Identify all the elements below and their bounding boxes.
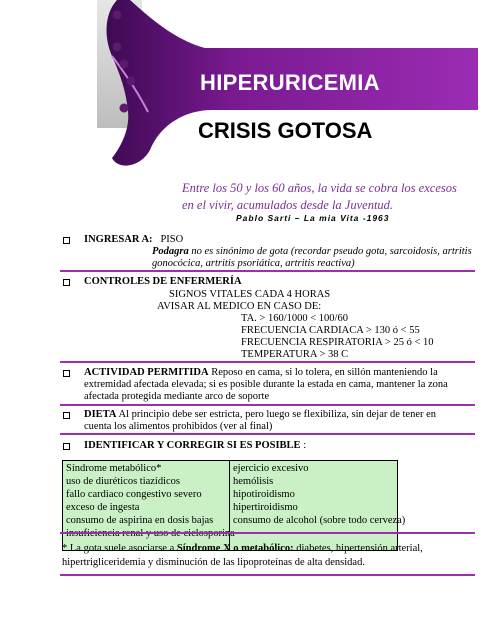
table-cell: consumo de aspirina en dosis bajas xyxy=(66,515,214,526)
bullet-icon xyxy=(63,412,70,419)
dot-3 xyxy=(120,60,129,69)
control-item: FRECUENCIA CARDIACA > 130 ó < 55 xyxy=(241,325,420,336)
control-item: TA. > 160/1000 < 100/60 xyxy=(241,313,348,324)
page-title: HIPERURICEMIA xyxy=(200,70,380,95)
quote-attribution: Pablo Sarti – La mia Vita -1963 xyxy=(236,213,390,223)
bullet-icon xyxy=(63,443,70,450)
footnote xyxy=(62,542,482,570)
quote-line-2: en el vivir, acumulados desde la Juventud. xyxy=(182,198,394,212)
dot-5 xyxy=(120,104,129,113)
table-cell: uso de diuréticos tiazídicos xyxy=(66,476,181,487)
page-subtitle: CRISIS GOTOSA xyxy=(198,118,373,143)
ingresar-label: INGRESAR A: xyxy=(84,234,153,245)
actividad-text-3: afectada protegida mediante arco de soporte xyxy=(84,391,270,402)
dieta-label: DIETA xyxy=(84,409,117,420)
quote xyxy=(182,180,482,214)
identificar-label: IDENTIFICAR Y CORREGIR SI ES POSIBLE xyxy=(84,440,301,451)
table-cell: hipotiroidismo xyxy=(233,489,295,500)
table-cell: ejercicio excesivo xyxy=(233,463,309,474)
divider xyxy=(60,574,475,576)
divider xyxy=(60,433,475,435)
causes-table xyxy=(62,460,406,551)
control-item: FRECUENCIA RESPIRATORIA > 25 ó < 10 xyxy=(241,337,434,348)
dot-1 xyxy=(113,11,122,20)
bullet-icon xyxy=(63,370,70,377)
bullet-icon xyxy=(63,237,70,244)
ingresar-note-2: gonocócica, artritis psoriática, artritis reactiva) xyxy=(152,258,355,269)
identificar-line xyxy=(84,439,306,452)
divider xyxy=(60,532,475,534)
bullet-icon xyxy=(63,279,70,286)
table-left-column xyxy=(66,462,235,540)
ingresar-value: PISO xyxy=(160,234,184,245)
ingresar-term: Podagra xyxy=(152,246,189,257)
dieta-text-1: Al principio debe ser estricta, pero luego se flexibiliza, sin dejar de tener en xyxy=(116,409,437,420)
table-cell: consumo de alcohol (sobre todo cerveza) xyxy=(233,515,406,526)
dieta-text-2: cuenta los alimentos prohibidos (ver al final) xyxy=(84,421,273,432)
actividad-text-2: extremidad afectada elevada; si es posible durante la estada en cama, mantener la zona xyxy=(84,379,448,390)
controles-label: CONTROLES DE ENFERMERÍA xyxy=(84,276,242,287)
control-item: TEMPERATURA > 38 C xyxy=(241,349,349,360)
controles-avisar: AVISAR AL MEDICO EN CASO DE: xyxy=(157,301,322,312)
quote-line-1: Entre los 50 y los 60 años, la vida se cobra los excesos xyxy=(182,181,457,195)
actividad-label: ACTIVIDAD PERMITIDA xyxy=(84,367,209,378)
table-cell: hemólisis xyxy=(233,476,274,487)
controles-signos: SIGNOS VITALES CADA 4 HORAS xyxy=(169,289,331,300)
footnote-bold: Síndrome X o metabólico: xyxy=(176,543,294,554)
actividad-text-1: Reposo en cama, si lo tolera, en sillón manteniendo la xyxy=(208,367,438,378)
dot-4 xyxy=(127,77,136,86)
footnote-prefix: * La gota suele asociarse a xyxy=(62,543,177,554)
table-cell: fallo cardiaco congestivo severo xyxy=(66,489,202,500)
divider xyxy=(60,361,475,363)
divider xyxy=(60,404,475,406)
table-cell: Síndrome metabólico* xyxy=(66,463,162,474)
footnote-rest: diabetes, hipertensión arterial, hipertrigliceridemia y disminución de las lipoproteínas de alta densidad. xyxy=(62,543,423,568)
dot-2 xyxy=(113,43,122,52)
table-cell: hipertiroidismo xyxy=(233,502,298,513)
identificar-suffix: : xyxy=(300,440,307,451)
divider xyxy=(60,270,475,272)
table-right-column xyxy=(233,462,405,527)
table-cell: exceso de ingesta xyxy=(66,502,140,513)
ingresar-note-1: no es sinónimo de gota (recordar pseudo gota, sarcoidosis, artritis xyxy=(188,246,472,257)
